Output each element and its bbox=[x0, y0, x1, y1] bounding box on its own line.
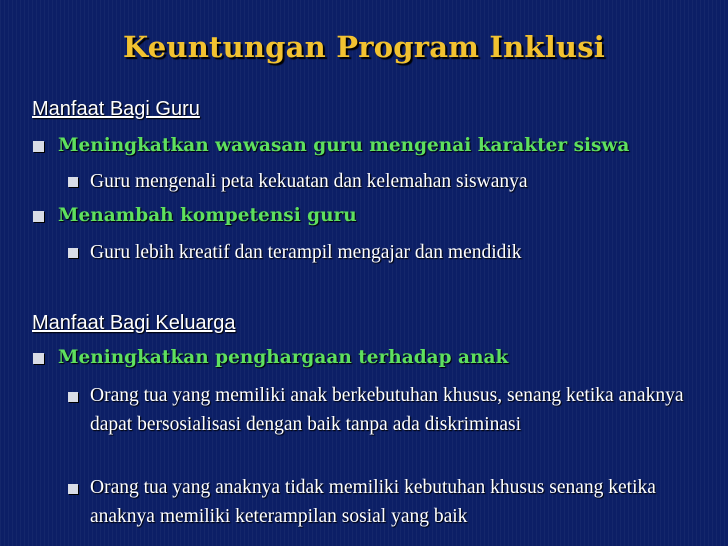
point-penghargaan-anak: Meningkatkan penghargaan terhadap anak bbox=[58, 347, 509, 368]
bullet-square-icon bbox=[68, 177, 78, 187]
slide-title: Keuntungan Program Inklusi bbox=[123, 30, 605, 64]
point-wawasan-guru: Meningkatkan wawasan guru mengenai karakter siswa bbox=[58, 135, 630, 156]
subpoint-peta-kekuatan: Guru mengenali peta kekuatan dan kelemahan siswanya bbox=[90, 171, 528, 192]
section-heading-guru: Manfaat Bagi Guru bbox=[32, 98, 200, 120]
bullet-square-icon bbox=[68, 392, 78, 402]
bullet-square-icon bbox=[33, 211, 44, 222]
subpoint-keterampilan-sosial: Orang tua yang anaknya tidak memiliki kebutuhan khusus senang ketika anaknya memiliki keterampilan sosial yang baik bbox=[90, 477, 656, 527]
bullet-square-icon bbox=[68, 248, 78, 258]
bullet-square-icon bbox=[33, 141, 44, 152]
bullet-square-icon bbox=[33, 353, 44, 364]
section-heading-keluarga: Manfaat Bagi Keluarga bbox=[32, 312, 236, 334]
point-kompetensi-guru: Menambah kompetensi guru bbox=[58, 205, 357, 226]
subpoint-abk-bersosialisasi: Orang tua yang memiliki anak berkebutuhan khusus, senang ketika anaknya dapat bersosialisasi dengan baik tanpa ada diskriminasi bbox=[90, 385, 684, 435]
subpoint-kreatif-terampil: Guru lebih kreatif dan terampil mengajar dan mendidik bbox=[90, 242, 522, 263]
bullet-square-icon bbox=[68, 484, 78, 494]
